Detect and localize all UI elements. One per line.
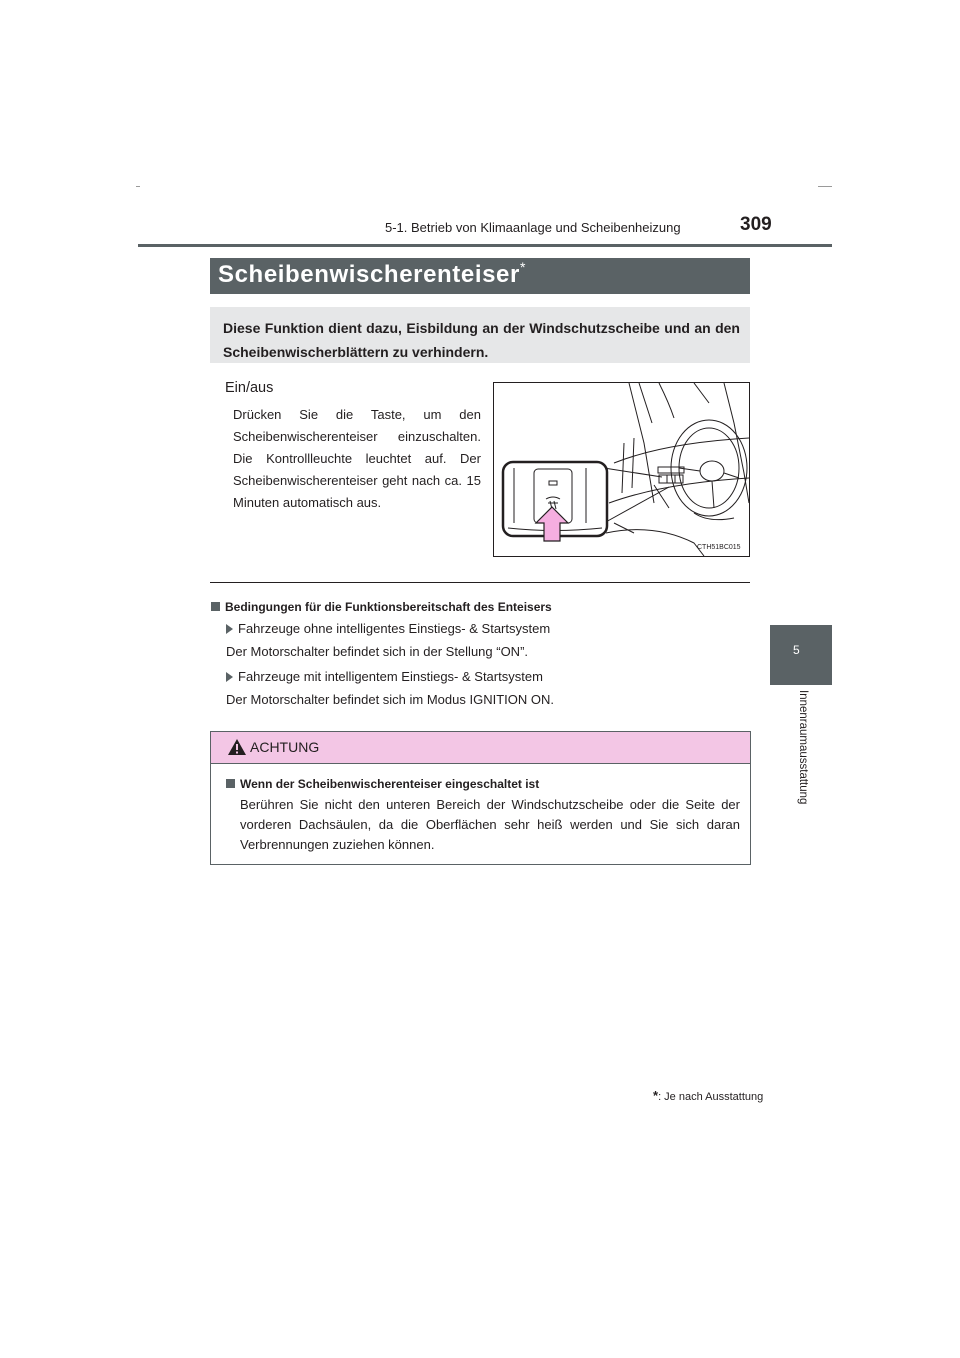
- warning-header: [211, 732, 750, 764]
- intro-box: Diese Funktion dient dazu, Eisbildung an der Windschutzscheibe und an den Scheibenwischerblättern zu verhindern.: [210, 307, 750, 363]
- item-label: Ein/aus: [225, 380, 274, 396]
- chapter-label: Innenraumausstattung: [797, 690, 809, 805]
- warning-title-text: Wenn der Scheibenwischerenteiser eingeschaltet ist: [240, 777, 540, 791]
- chapter-tab: [770, 625, 832, 685]
- triangle-bullet-icon: [226, 624, 233, 634]
- footnote-text: : Je nach Ausstattung: [658, 1091, 764, 1103]
- condition-text-2: Der Motorschalter befindet sich im Modus IGNITION ON.: [226, 692, 554, 707]
- condition-bullet-1: [226, 621, 550, 636]
- figure-code: CTH51BC015: [697, 544, 741, 551]
- crop-mark-right: [818, 186, 832, 187]
- title-footnote-mark: *: [519, 259, 526, 275]
- page-number: 309: [740, 214, 772, 235]
- chapter-number: 5: [793, 643, 800, 657]
- square-bullet-icon: [226, 779, 235, 788]
- warning-text: Berühren Sie nicht den unteren Bereich der Windschutzscheibe oder die Seite der vorderen Dachsäulen, da die Oberflächen sehr heiß werden und Sie sich daran Verbrennungen zuziehen können.: [240, 797, 740, 852]
- page-title-text: Scheibenwischerenteiser: [218, 261, 520, 288]
- condition-text-1: Der Motorschalter befindet sich in der Stellung “ON”.: [226, 644, 529, 659]
- page-title: [210, 258, 750, 294]
- conditions-title-text: Bedingungen für die Funktionsbereitschaft des Enteisers: [225, 600, 552, 614]
- warning-triangle-icon: [228, 739, 246, 755]
- condition-bullet-1-text: Fahrzeuge ohne intelligentes Einstiegs- & Startsystem: [238, 621, 551, 636]
- warning-heading: ACHTUNG: [250, 739, 320, 755]
- condition-bullet-2: [226, 669, 543, 684]
- condition-bullet-2-text: Fahrzeuge mit intelligentem Einstiegs- & Startsystem: [238, 669, 543, 684]
- crop-mark-left: [136, 186, 140, 187]
- triangle-bullet-icon: [226, 672, 233, 682]
- section-divider: [210, 582, 750, 583]
- footnote: [653, 1088, 763, 1103]
- conditions-title: [211, 600, 552, 614]
- section-header: 5-1. Betrieb von Klimaanlage und Scheibenheizung: [385, 220, 681, 235]
- warning-title: [226, 777, 539, 791]
- warning-box: [210, 731, 751, 865]
- footnote-mark: *: [653, 1088, 659, 1103]
- header-rule: [138, 244, 832, 247]
- dashboard-figure: [493, 382, 750, 557]
- dashboard-illustration: [494, 383, 749, 556]
- square-bullet-icon: [211, 602, 220, 611]
- item-description: Drücken Sie die Taste, um den Scheibenwischerenteiser einzuschalten. Die Kontrollleuchte leuchtet auf. Der Scheibenwischerenteiser geht nach ca. 15 Minuten automatisch aus.: [233, 407, 481, 510]
